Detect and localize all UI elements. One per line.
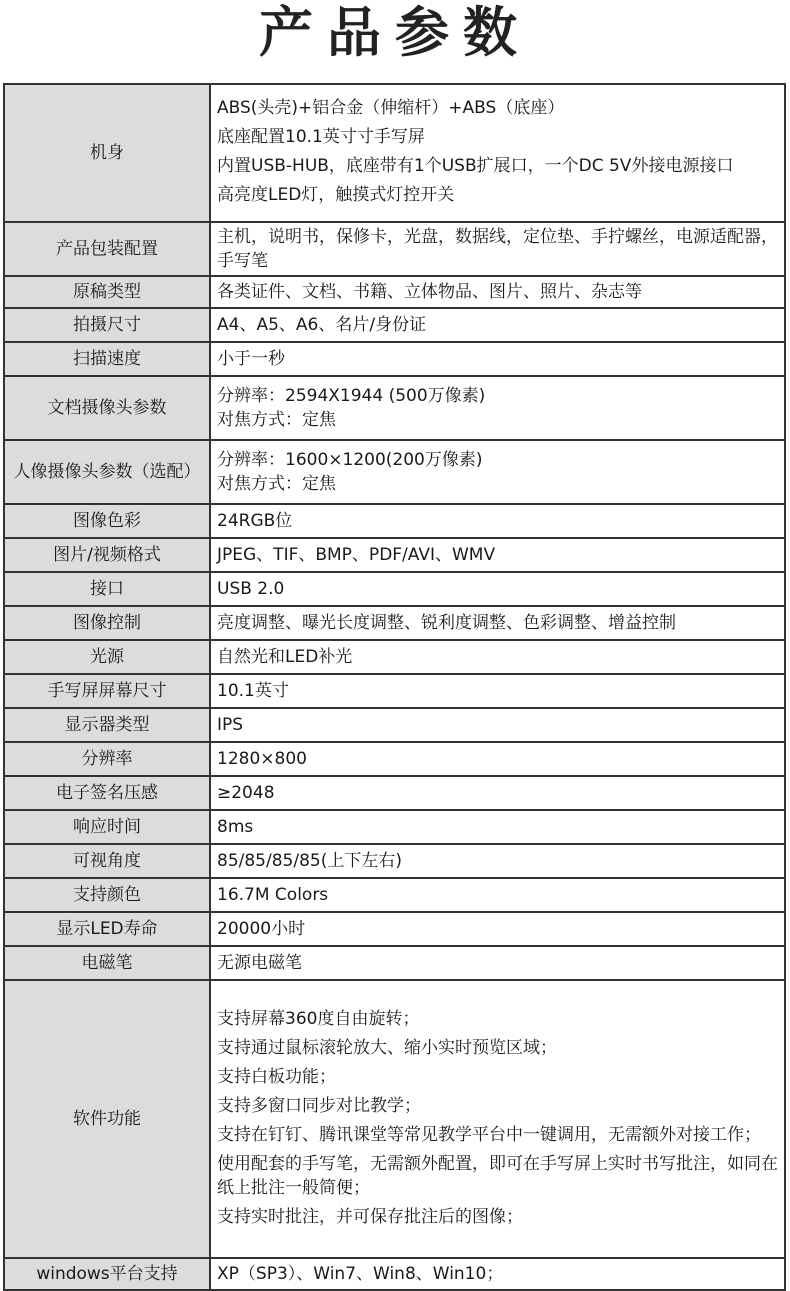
spec-value-line: A4、A5、A6、名片/身份证 (217, 315, 427, 335)
spec-row (4, 844, 785, 878)
spec-value-line: 24RGB位 (217, 511, 293, 531)
spec-label: 支持颜色 (4, 878, 210, 912)
spec-label: 分辨率 (4, 742, 210, 776)
spec-label: 图像控制 (4, 606, 210, 640)
spec-row (4, 946, 785, 980)
spec-value (210, 810, 785, 844)
spec-value (210, 276, 785, 308)
spec-row (4, 776, 785, 810)
spec-value (210, 376, 785, 440)
spec-value (210, 84, 785, 222)
spec-label: 软件功能 (4, 980, 210, 1258)
spec-label: 光源 (4, 640, 210, 674)
spec-row (4, 640, 785, 674)
spec-value-line: 底座配置10.1英寸寸手写屏 (217, 127, 425, 147)
spec-label: 机身 (4, 84, 210, 222)
spec-value-line: 8ms (217, 817, 254, 837)
spec-value (210, 606, 785, 640)
spec-value (210, 674, 785, 708)
spec-value (210, 440, 785, 504)
spec-label: 电子签名压感 (4, 776, 210, 810)
spec-row (4, 708, 785, 742)
spec-value-line: 小于一秒 (217, 349, 285, 369)
spec-value (210, 878, 785, 912)
spec-value-line: IPS (217, 715, 244, 735)
spec-value-line: 自然光和LED补光 (217, 647, 353, 667)
spec-value-line: USB 2.0 (217, 579, 285, 599)
spec-value (210, 708, 785, 742)
spec-value-line: JPEG、TIF、BMP、PDF/AVI、WMV (217, 545, 496, 565)
spec-value (210, 538, 785, 572)
spec-value-line: 支持多窗口同步对比教学； (217, 1095, 421, 1116)
spec-value-line: 支持白板功能； (217, 1066, 336, 1087)
spec-label: 人像摄像头参数（选配） (4, 440, 210, 504)
spec-label: 可视角度 (4, 844, 210, 878)
spec-value-line: 分辨率：2594X1944 (500万像素) (217, 386, 486, 406)
spec-row (4, 1258, 785, 1290)
spec-row (4, 276, 785, 308)
spec-row (4, 504, 785, 538)
spec-label: 原稿类型 (4, 276, 210, 308)
spec-value-line: 对焦方式：定焦 (217, 410, 336, 430)
spec-value-line: 各类证件、文档、书籍、立体物品、图片、照片、杂志等 (217, 282, 642, 302)
page-title: 产品参数 (259, 1, 531, 64)
spec-value (210, 308, 785, 342)
spec-value-line: ≥2048 (217, 783, 275, 803)
spec-label: windows平台支持 (4, 1258, 210, 1290)
spec-value (210, 342, 785, 376)
spec-label: 手写屏屏幕尺寸 (4, 674, 210, 708)
spec-label: 产品包装配置 (4, 222, 210, 276)
spec-value-line: 1280×800 (217, 749, 307, 769)
spec-table (3, 83, 786, 1291)
spec-value-line: 高亮度LED灯，触摸式灯控开关 (217, 185, 455, 205)
spec-value-line: 85/85/85/85(上下左右) (217, 851, 402, 871)
spec-value-line: 支持实时批注，并可保存批注后的图像； (217, 1206, 523, 1227)
spec-value-line: 10.1英寸 (217, 681, 289, 701)
spec-value-line: 使用配套的手写笔，无需额外配置，即可在手写屏上实时书写批注，如同在纸上批注一般简便； (217, 1153, 778, 1198)
spec-row (4, 674, 785, 708)
spec-label: 显示LED寿命 (4, 912, 210, 946)
spec-value-line: 16.7M Colors (217, 885, 329, 905)
spec-value-line: 亮度调整、曝光长度调整、锐利度调整、色彩调整、增益控制 (217, 613, 676, 633)
spec-value-line: 20000小时 (217, 919, 306, 939)
spec-label: 显示器类型 (4, 708, 210, 742)
spec-label: 接口 (4, 572, 210, 606)
spec-value (210, 742, 785, 776)
spec-row (4, 440, 785, 504)
spec-value-line: 支持在钉钉、腾讯课堂等常见教学平台中一键调用，无需额外对接工作； (217, 1124, 761, 1145)
spec-value (210, 980, 785, 1258)
spec-row (4, 342, 785, 376)
spec-value (210, 572, 785, 606)
spec-label: 图像色彩 (4, 504, 210, 538)
spec-row (4, 878, 785, 912)
spec-label: 图片/视频格式 (4, 538, 210, 572)
spec-value (210, 1258, 785, 1290)
spec-label: 扫描速度 (4, 342, 210, 376)
spec-value (210, 946, 785, 980)
spec-value (210, 912, 785, 946)
spec-value (210, 222, 785, 276)
spec-value-line: 对焦方式：定焦 (217, 474, 336, 494)
spec-row (4, 742, 785, 776)
spec-row (4, 572, 785, 606)
spec-row (4, 84, 785, 222)
spec-value (210, 640, 785, 674)
spec-label: 电磁笔 (4, 946, 210, 980)
spec-row (4, 980, 785, 1258)
spec-label: 响应时间 (4, 810, 210, 844)
spec-value (210, 776, 785, 810)
spec-row (4, 538, 785, 572)
spec-label: 拍摄尺寸 (4, 308, 210, 342)
spec-row (4, 606, 785, 640)
spec-row (4, 912, 785, 946)
spec-value-line: 内置USB-HUB，底座带有1个USB扩展口，一个DC 5V外接电源接口 (217, 156, 734, 176)
spec-row (4, 222, 785, 276)
spec-label: 文档摄像头参数 (4, 376, 210, 440)
spec-value (210, 504, 785, 538)
spec-row (4, 308, 785, 342)
spec-value-line: ABS(头壳)+铝合金（伸缩杆）+ABS（底座） (217, 98, 565, 118)
spec-value-line: 分辨率：1600×1200(200万像素) (217, 450, 483, 470)
spec-row (4, 376, 785, 440)
spec-value-line: 支持通过鼠标滚轮放大、缩小实时预览区域； (217, 1037, 557, 1058)
spec-value-line: 无源电磁笔 (217, 953, 302, 973)
spec-value-line: 主机，说明书，保修卡，光盘，数据线，定位垫、手拧螺丝，电源适配器，手写笔 (217, 227, 778, 271)
spec-value-line: XP（SP3）、Win7、Win8、Win10； (217, 1264, 504, 1284)
spec-row (4, 810, 785, 844)
spec-value (210, 844, 785, 878)
spec-value-line: 支持屏幕360度自由旋转； (217, 1008, 420, 1029)
